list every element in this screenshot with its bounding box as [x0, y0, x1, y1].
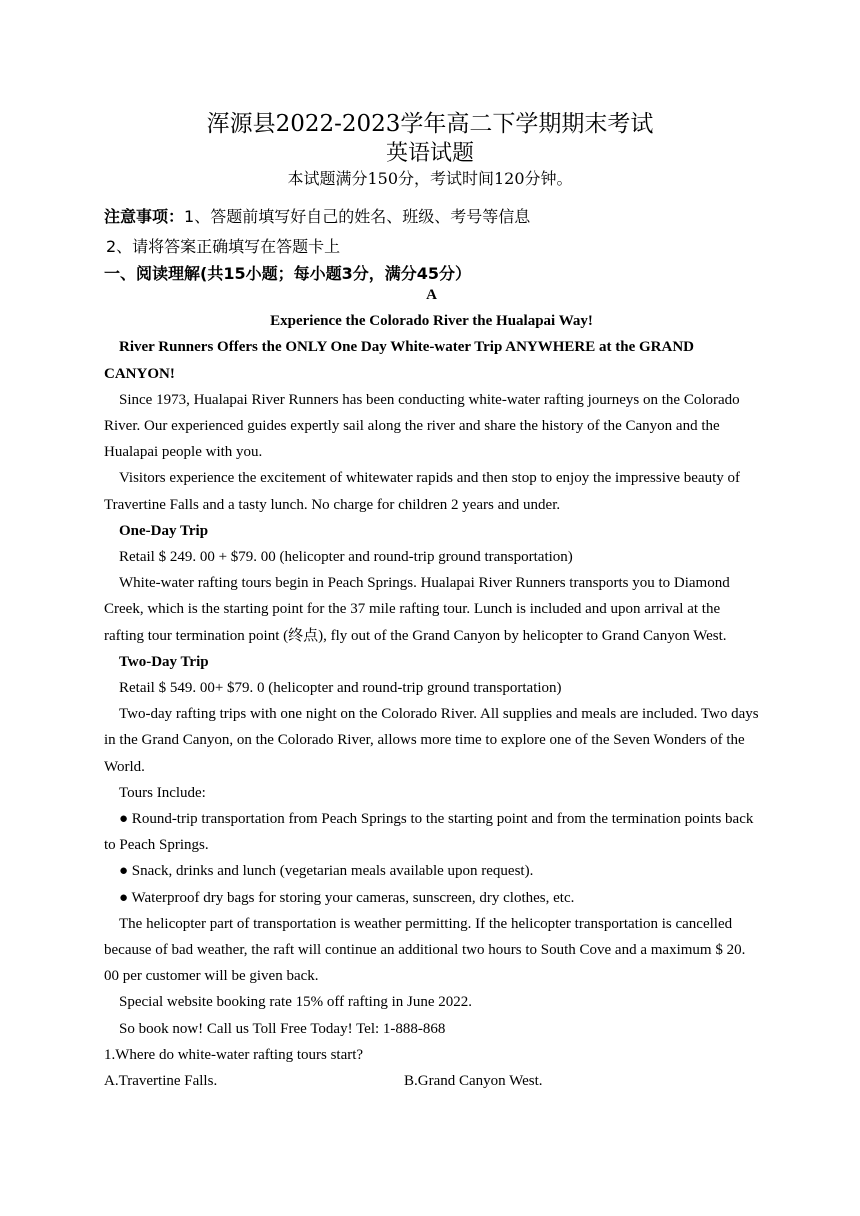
- question-1-option-a: A.Travertine Falls.: [104, 1073, 218, 1090]
- special-rate: Special website booking rate 15% off rafting in June 2022.: [119, 994, 472, 1011]
- passage-paragraph-1: Since 1973, Hualapai River Runners has been conducting white-water rafting journeys on the Colorado River. Our experienced guides expertly sail along the river and share the history of the Canyon and the Hualapai people with you.: [104, 391, 740, 461]
- question-1-stem: 1.Where do white-water rafting tours start?: [104, 1046, 364, 1063]
- one-day-heading: One-Day Trip: [119, 522, 209, 539]
- helicopter-note: The helicopter part of transportation is weather permitting. If the helicopter transportation is cancelled because of bad weather, the raft will continue an additional two hours to South Cove and a maximum $ 20. 00 per customer will be given back.: [104, 915, 746, 985]
- exam-info: 本试题满分150分，考试时间120分钟。: [287, 169, 573, 188]
- one-day-description: White-water rafting tours begin in Peach Springs. Hualapai River Runners transports you to Diamond Creek, which is the starting point for the 37 mile rafting tour. Lunch is included and upon arrival at the rafting tour termination point (终点), fly out of the Grand Canyon by helicopter to Grand Canyon West.: [104, 575, 730, 644]
- notice-item-2: 2、请将答案正确填写在答题卡上: [106, 237, 341, 256]
- passage-title: Experience the Colorado River the Hualapai Way!: [270, 313, 593, 330]
- question-1-options: [104, 1068, 759, 1094]
- notice-item-1: 1、答题前填写好自己的姓名、班级、考号等信息: [184, 207, 531, 226]
- book-now: So book now! Call us Toll Free Today! Tel: 1-888-868: [119, 1020, 446, 1037]
- passage-letter: A: [426, 287, 437, 303]
- passage-subtitle: River Runners Offers the ONLY One Day White-water Trip ANYWHERE at the GRAND CANYON!: [104, 339, 694, 382]
- one-day-price: Retail $ 249. 00 + $79. 00 (helicopter and round-trip ground transportation): [119, 549, 573, 566]
- two-day-heading: Two-Day Trip: [119, 653, 209, 670]
- reading-passage: [104, 282, 759, 1094]
- passage-paragraph-2: Visitors experience the excitement of whitewater rapids and then stop to enjoy the impressive beauty of Travertine Falls and a tasty lunch. No charge for children 2 years and under.: [104, 470, 740, 513]
- two-day-price: Retail $ 549. 00+ $79. 0 (helicopter and round-trip ground transportation): [119, 680, 562, 697]
- tours-include-heading: Tours Include:: [119, 784, 206, 801]
- exam-title: 浑源县2022-2023学年高二下学期期末考试: [206, 111, 654, 137]
- question-1-option-b: B.Grand Canyon West.: [404, 1073, 543, 1090]
- include-bullet-2: ● Snack, drinks and lunch (vegetarian meals available upon request).: [119, 863, 534, 880]
- notice-line-1: [104, 204, 530, 227]
- section-heading: 一、阅读理解(共15小题；每小题3分，满分45分）: [104, 264, 471, 283]
- two-day-description: Two-day rafting trips with one night on the Colorado River. All supplies and meals are included. Two days in the Grand Canyon, on the Colorado River, allows more time to explore one of the Seven Wonders of the World.: [104, 706, 759, 775]
- notice-label: 注意事项：: [104, 207, 185, 226]
- include-bullet-1: ● Round-trip transportation from Peach Springs to the starting point and from the termination points back to Peach Springs.: [104, 811, 754, 854]
- exam-subject: 英语试题: [385, 141, 474, 166]
- include-bullet-3: ● Waterproof dry bags for storing your cameras, sunscreen, dry clothes, etc.: [119, 889, 575, 906]
